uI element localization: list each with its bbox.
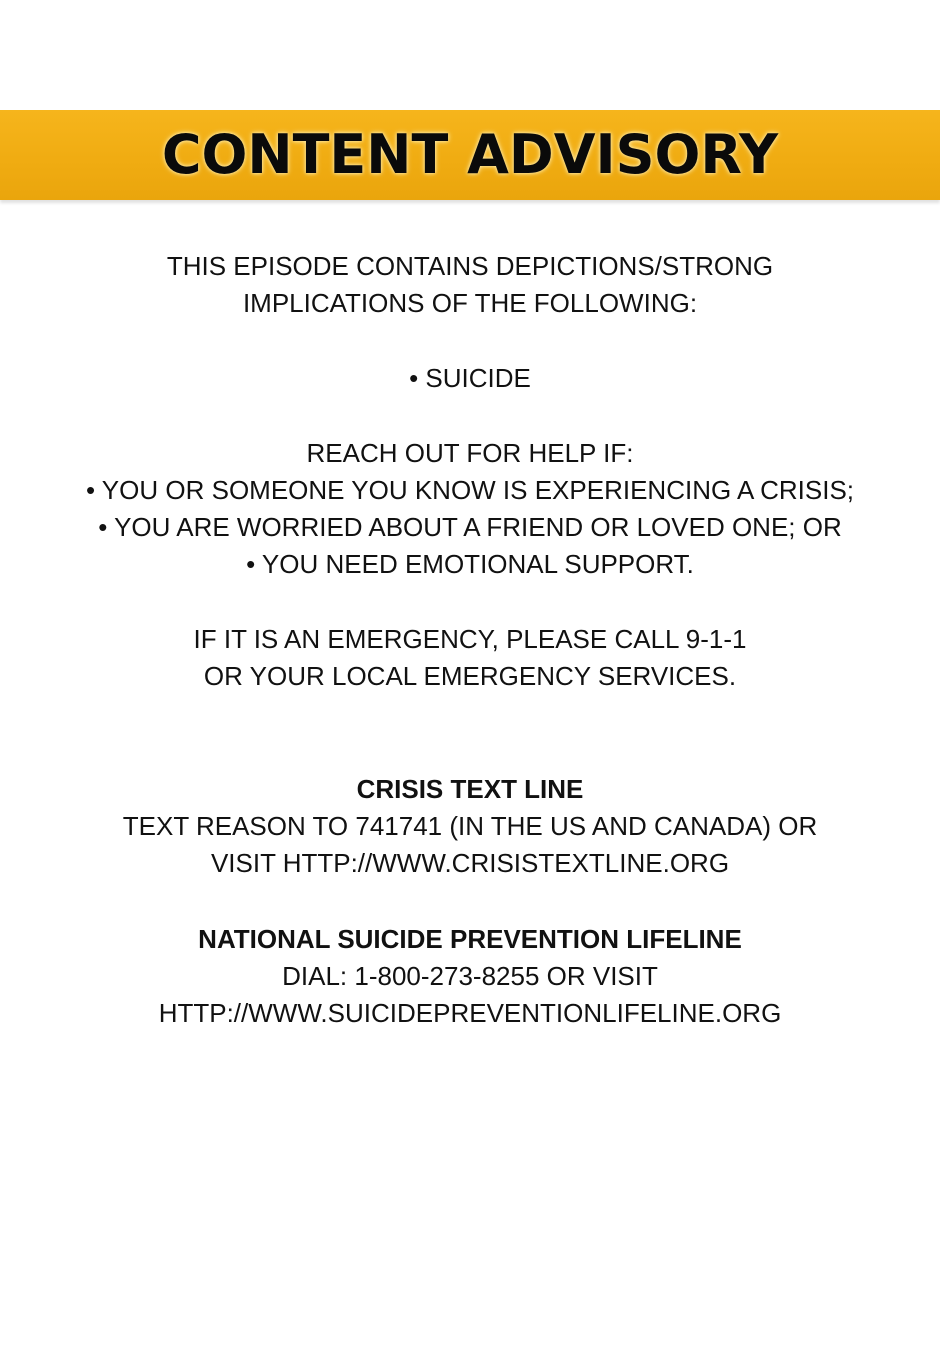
resource-detail-line-2: VISIT HTTP://WWW.CRISISTEXTLINE.ORG	[210, 848, 730, 878]
resource-detail-line-2: HTTP://WWW.SUICIDEPREVENTIONLIFELINE.ORG	[158, 998, 782, 1028]
advisory-title: CONTENT ADVISORY	[161, 123, 779, 186]
topic-list	[0, 360, 940, 397]
resource-detail-line-1: DIAL: 1-800-273-8255 OR VISIT	[282, 961, 658, 991]
emergency-line-2: OR YOUR LOCAL EMERGENCY SERVICES.	[203, 661, 737, 691]
intro-text	[0, 248, 940, 322]
intro-line-2: IMPLICATIONS OF THE FOLLOWING:	[242, 288, 698, 318]
intro-line-1: THIS EPISODE CONTAINS DEPICTIONS/STRONG	[166, 251, 774, 281]
help-item: • YOU ARE WORRIED ABOUT A FRIEND OR LOVED ONE; OR	[98, 512, 842, 542]
emergency-line-1: IF IT IS AN EMERGENCY, PLEASE CALL 9-1-1	[193, 624, 747, 654]
advisory-banner	[0, 110, 940, 200]
help-item: • YOU NEED EMOTIONAL SUPPORT.	[246, 549, 694, 579]
help-section	[0, 435, 940, 583]
emergency-notice	[0, 621, 940, 695]
resource-crisis-text-line	[0, 771, 940, 882]
help-item: • YOU OR SOMEONE YOU KNOW IS EXPERIENCING A CRISIS;	[85, 475, 855, 505]
resource-title: NATIONAL SUICIDE PREVENTION LIFELINE	[198, 924, 742, 954]
resource-detail-line-1: TEXT REASON TO 741741 (IN THE US AND CANADA) OR	[122, 811, 818, 841]
resource-suicide-lifeline	[0, 921, 940, 1032]
help-heading: REACH OUT FOR HELP IF:	[306, 438, 634, 468]
topic-item: • SUICIDE	[409, 363, 531, 393]
resource-title: CRISIS TEXT LINE	[356, 774, 584, 804]
